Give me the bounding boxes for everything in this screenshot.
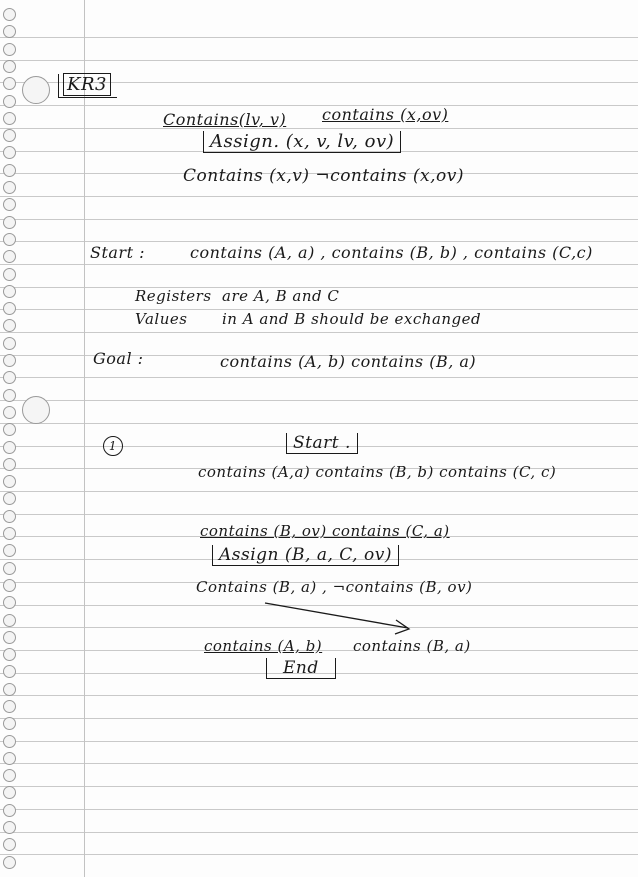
rule-top-left: Contains(lv, v): [163, 110, 287, 129]
goal-text: contains (A, b) contains (B, a): [220, 352, 477, 371]
header-text: KR3: [63, 73, 111, 96]
notes-line2-a: Values: [135, 310, 188, 328]
plan-start-box: Start .: [286, 433, 358, 454]
rule-top-right: contains (x,ov): [322, 105, 449, 124]
start-text: contains (A, a) , contains (B, b) , contains (C,c): [190, 243, 593, 262]
plan-assign-box: Assign (B, a, C, ov): [212, 545, 399, 566]
notes-line1-a: Registers: [135, 287, 212, 305]
plan-state2: contains (B, ov) contains (C, a): [200, 522, 450, 540]
plan-state1: contains (A,a) contains (B, b) contains (C, c): [198, 463, 557, 481]
start-label: Start :: [90, 243, 145, 262]
notes-line1-b: are A, B and C: [222, 287, 340, 305]
plan-effect: Contains (B, a) , ¬contains (B, ov): [196, 578, 473, 596]
notes-line2-b: in A and B should be exchanged: [222, 310, 482, 328]
rule-action-box: Assign. (x, v, lv, ov): [203, 131, 401, 153]
transition-arrow: [265, 603, 408, 628]
plan-final-right: contains (B, a): [353, 637, 471, 655]
plan-number: 1: [103, 436, 123, 456]
rule-bottom: Contains (x,v) ¬contains (x,ov): [183, 166, 464, 186]
goal-label: Goal :: [93, 349, 144, 368]
plan-final-left: contains (A, b): [204, 637, 323, 655]
plan-end-box: End: [266, 658, 336, 679]
